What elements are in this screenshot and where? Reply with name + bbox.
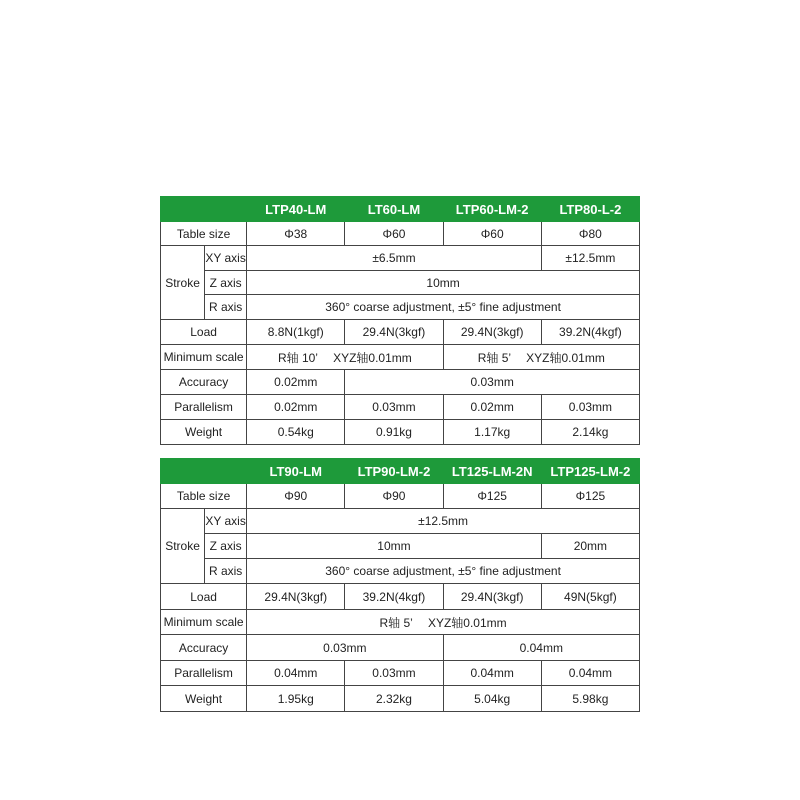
cell: 49N(5kgf) [541, 584, 639, 610]
row-label: Minimum scale [161, 345, 247, 370]
accuracy-row [161, 370, 640, 395]
cell: Φ125 [541, 484, 639, 509]
sub-label: R axis [205, 295, 247, 320]
cell: 0.03mm [345, 370, 640, 395]
min-scale-row [161, 610, 640, 635]
cell: 20mm [541, 534, 639, 559]
row-label: Parallelism [161, 395, 247, 420]
header-row [161, 459, 640, 484]
stroke-xy-row [161, 246, 640, 271]
cell: Φ90 [345, 484, 443, 509]
weight-row [161, 686, 640, 712]
cell: ±12.5mm [541, 246, 639, 271]
cell: 0.03mm [541, 395, 639, 420]
parallelism-row [161, 661, 640, 686]
cell: Φ38 [247, 222, 345, 246]
cell: 0.03mm [345, 395, 443, 420]
row-label: Accuracy [161, 370, 247, 395]
row-label: Load [161, 584, 247, 610]
row-label: Table size [161, 484, 247, 509]
sub-label: R axis [205, 559, 247, 584]
row-label: Stroke [161, 509, 205, 584]
model-header: LTP90-LM-2 [345, 459, 443, 484]
accuracy-row [161, 635, 640, 661]
stroke-z-row [161, 271, 640, 295]
cell: 29.4N(3kgf) [345, 320, 443, 345]
stroke-z-row [161, 534, 640, 559]
cell: 0.04mm [247, 661, 345, 686]
row-label: Weight [161, 420, 247, 445]
row-label: Load [161, 320, 247, 345]
cell: 29.4N(3kgf) [443, 584, 541, 610]
cell: R轴 5’ XYZ轴0.01mm [247, 610, 640, 635]
model-header: LTP60-LM-2 [443, 197, 541, 222]
row-label: Parallelism [161, 661, 247, 686]
cell: 360° coarse adjustment, ±5° fine adjustment [247, 559, 640, 584]
row-label: Stroke [161, 246, 205, 320]
sub-label: Z axis [205, 271, 247, 295]
cell: ±6.5mm [247, 246, 542, 271]
table-size-row [161, 484, 640, 509]
cell: 39.2N(4kgf) [345, 584, 443, 610]
cell: Φ90 [247, 484, 345, 509]
table-size-row [161, 222, 640, 246]
cell: 0.03mm [345, 661, 443, 686]
row-label: Table size [161, 222, 247, 246]
row-label: Accuracy [161, 635, 247, 661]
cell: 39.2N(4kgf) [541, 320, 639, 345]
cell: 0.04mm [541, 661, 639, 686]
cell: 360° coarse adjustment, ±5° fine adjustment [247, 295, 640, 320]
cell: 0.04mm [443, 635, 639, 661]
cell: 0.02mm [247, 395, 345, 420]
cell: 0.02mm [443, 395, 541, 420]
cell: 0.02mm [247, 370, 345, 395]
model-header: LT90-LM [247, 459, 345, 484]
model-header: LT125-LM-2N [443, 459, 541, 484]
cell: 0.03mm [247, 635, 443, 661]
row-label: Minimum scale [161, 610, 247, 635]
sub-label: Z axis [205, 534, 247, 559]
sub-label: XY axis [205, 246, 247, 271]
stroke-r-row [161, 559, 640, 584]
spec-table-2 [160, 458, 640, 712]
stroke-r-row [161, 295, 640, 320]
sub-label: XY axis [205, 509, 247, 534]
cell: 29.4N(3kgf) [443, 320, 541, 345]
cell: 5.04kg [443, 686, 541, 712]
header-blank [161, 197, 247, 222]
min-scale-row [161, 345, 640, 370]
spec-table-1 [160, 196, 640, 445]
model-header: LTP125-LM-2 [541, 459, 639, 484]
header-row [161, 197, 640, 222]
load-row [161, 320, 640, 345]
cell: R轴 10’ XYZ轴0.01mm [247, 345, 443, 370]
cell: ±12.5mm [247, 509, 640, 534]
cell: 1.95kg [247, 686, 345, 712]
cell: 0.04mm [443, 661, 541, 686]
model-header: LTP80-L-2 [541, 197, 639, 222]
parallelism-row [161, 395, 640, 420]
load-row [161, 584, 640, 610]
cell: 1.17kg [443, 420, 541, 445]
model-header: LTP40-LM [247, 197, 345, 222]
model-header: LT60-LM [345, 197, 443, 222]
cell: 0.54kg [247, 420, 345, 445]
cell: 0.91kg [345, 420, 443, 445]
cell: Φ60 [345, 222, 443, 246]
stroke-xy-row [161, 509, 640, 534]
cell: 29.4N(3kgf) [247, 584, 345, 610]
cell: Φ80 [541, 222, 639, 246]
cell: 8.8N(1kgf) [247, 320, 345, 345]
weight-row [161, 420, 640, 445]
cell: 10mm [247, 271, 640, 295]
cell: 2.14kg [541, 420, 639, 445]
cell: 10mm [247, 534, 542, 559]
cell: R轴 5’ XYZ轴0.01mm [443, 345, 639, 370]
row-label: Weight [161, 686, 247, 712]
cell: Φ60 [443, 222, 541, 246]
header-blank [161, 459, 247, 484]
cell: Φ125 [443, 484, 541, 509]
cell: 5.98kg [541, 686, 639, 712]
cell: 2.32kg [345, 686, 443, 712]
